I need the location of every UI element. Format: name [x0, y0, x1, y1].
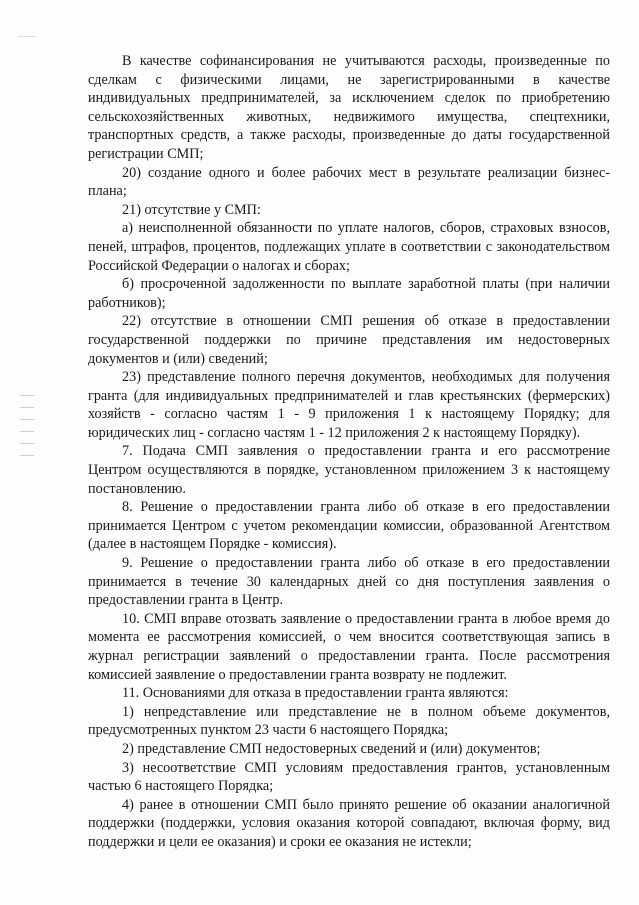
- paragraph-item-21b: б) просроченной задолженности по выплате заработной платы (при наличии работников);: [88, 276, 610, 311]
- paragraph-item-21a: а) неисполненной обязанности по уплате налогов, сборов, страховых взносов, пеней, штрафов, процентов, подлежащих уплате в соответствии с законодательством Российской Федерации о налогах и сборах;: [88, 220, 610, 274]
- paragraph-section-9: 9. Решение о предоставлении гранта либо об отказе в его предоставлении принимается в течение 30 календарных дней со дня поступления заявления о предоставлении гранта в Центр.: [88, 555, 610, 609]
- scan-artifact: [20, 455, 34, 456]
- paragraph-item-21: 21) отсутствие у СМП:: [122, 201, 261, 218]
- scan-artifact: [18, 36, 36, 37]
- scan-artifact: [20, 419, 34, 420]
- scan-artifact: [20, 431, 34, 432]
- scan-margin-marks: [20, 395, 34, 485]
- paragraph-cofinancing: В качестве софинансирования не учитываются расходы, произведенные по сделкам с физическими лицами, не зарегистрированными в качестве индивидуальных предпринимателей, за исключением сделок по приобретению сельскохозяйственных животных, недвижимого имущества, спецтехники, транспортных средств, а также расходы, произведенные до даты государственной регистрации СМП;: [88, 53, 610, 162]
- paragraph-section-10: 10. СМП вправе отозвать заявление о предоставлении гранта в любое время до момента ее рассмотрения комиссией, о чем вносится соответствующая запись в журнал регистрации заявлений о предоставлении гранта. После рассмотрения комиссией заявление о предоставлении гранта возврату не подлежит.: [88, 610, 610, 683]
- paragraph-refusal-1: 1) непредставление или представление не в полном объеме документов, предусмотренных пунктом 23 части 6 настоящего Порядка;: [88, 703, 610, 739]
- paragraph-section-7: 7. Подача СМП заявления о предоставлении гранта и его рассмотрение Центром осуществляются в порядке, установленном приложением 3 к настоящему постановлению.: [88, 443, 610, 497]
- document-body: [88, 52, 610, 852]
- paragraph-refusal-4: 4) ранее в отношении СМП было принято решение об оказании аналогичной поддержки (поддержки, условия оказания которой совпадают, включая форму, вид поддержки и цели ее оказания) и сроки ее оказания не истекли;: [88, 796, 610, 850]
- paragraph-refusal-3: 3) несоответствие СМП условиям предоставления грантов, установленным частью 6 настоящего Порядка;: [88, 759, 610, 795]
- paragraph-item-22: 22) отсутствие в отношении СМП решения об отказе в предоставлении государственной поддержки по причине представления им недостоверных документов и (или) сведений;: [88, 313, 610, 367]
- paragraph-item-23: 23) представление полного перечня документов, необходимых для получения гранта (для индивидуальных предпринимателей и глав крестьянских (фермерских) хозяйств - согласно частям 1 - 9 приложения 1 к настоящему Порядку; для юридических лиц - согласно частям 1 - 12 приложения 2 к настоящему Порядку).: [88, 369, 610, 441]
- paragraph-item-20: 20) создание одного и более рабочих мест в результате реализации бизнес-плана;: [88, 164, 610, 200]
- paragraph-section-11: 11. Основаниями для отказа в предоставлении гранта являются:: [122, 685, 509, 702]
- scan-artifact: [20, 395, 34, 396]
- paragraph-refusal-2: 2) представление СМП недостоверных сведений и (или) документов;: [122, 740, 541, 757]
- paragraph-section-8: 8. Решение о предоставлении гранта либо об отказе в его предоставлении принимается Центром с учетом рекомендации комиссии, образованной Агентством (далее в настоящем Порядке - комиссия).: [88, 499, 610, 553]
- scan-artifact: [20, 407, 34, 408]
- scan-artifact: [20, 443, 34, 444]
